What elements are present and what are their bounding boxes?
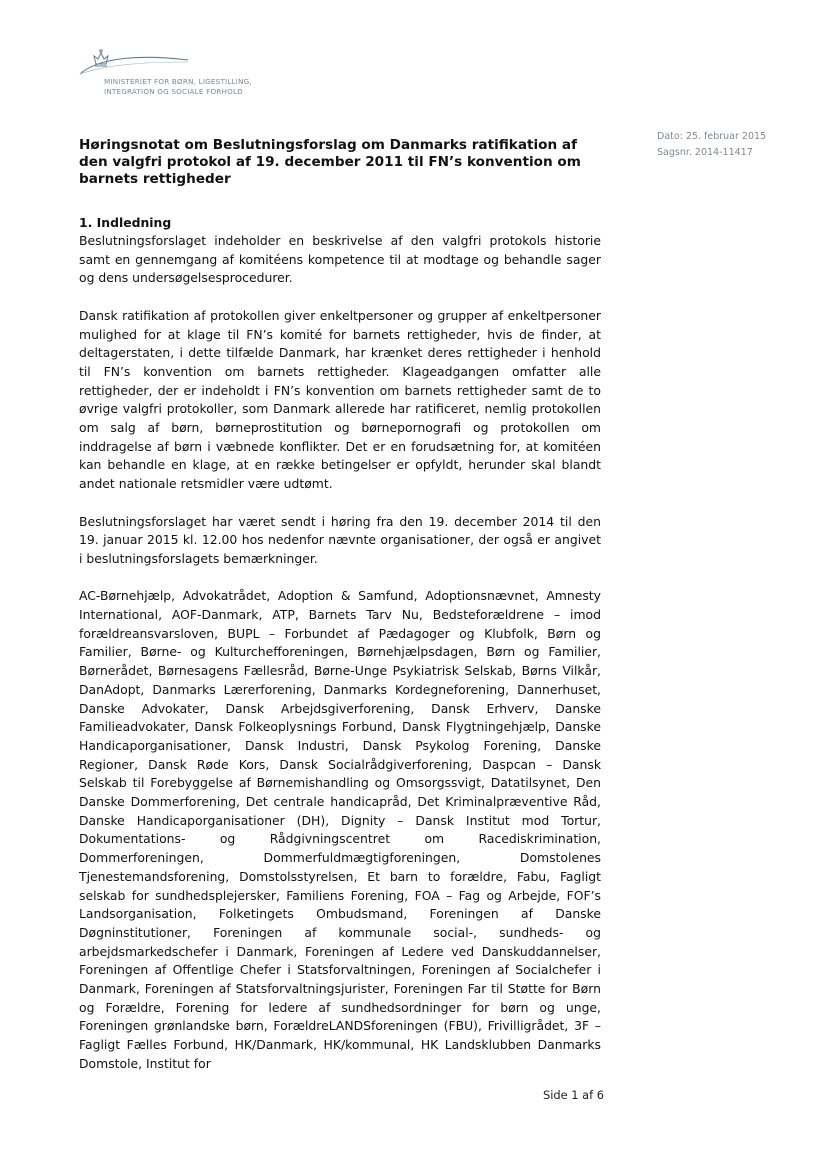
ministry-name: [104, 77, 252, 97]
paragraph: Beslutningsforslaget indeholder en beskrivelse af den valgfri protokols historie samt en gennemgang af komitéens kompetence til at modtage og behandle sager og dens undersøgelsesprocedurer.: [79, 233, 601, 286]
section-heading: 1. Indledning: [79, 215, 172, 230]
paragraph: Dansk ratifikation af protokollen giver enkeltpersoner og grupper af enkeltpersoner mulighed for at klage til FN’s komité for barnets rettigheder, hvis de finder, at deltagerstaten, i dette tilfælde Danmark, har krænket deres rettigheder i henhold til FN’s konvention om barnets rettigheder. Klageadgangen omfatter alle rettigheder, der er indeholdt i FN’s konvention om barnets rettigheder samt de to øvrige valgfri protokoller, som Danmark allerede har ratificeret, nemlig protokollen om salg af børn, børneprostitution og børnepornografi og protokollen om inddragelse af børn i væbnede konflikter. Det er en forudsætning for, at komitéen kan behandle en klage, at en række betingelser er opfyldt, herunder skal blandt andet nationale retsmidler være udtømt.: [79, 307, 601, 492]
paragraph-organisation-list: AC-Børnehjælp, Advokatrådet, Adoption & Samfund, Adoptionsnævnet, Amnesty International, AOF-Danmark, ATP, Barnets Tarv Nu, Bedsteforældrene – imod forældreansvarsloven, BUPL – Forbundet af Pædagoger og Klubfolk, Børn og Familier, Børne- og Kulturchefforeningen, Børnehjælpsdagen, Børn og Familier, Børnerådet, Børnesagens Fællesråd, Børne-Unge Psykiatrisk Selskab, Børns Vilkår, DanAdopt, Danmarks Lærerforening, Danmarks Kordegneforening, Dannerhuset, Danske Advokater, Dansk Arbejdsgiverforening, Dansk Erhverv, Danske Familieadvokater, Dansk Folkeoplysnings Forbund, Dansk Flygtningehjælp, Danske Handicaporganisationer, Dansk Industri, Dansk Psykolog Forening, Danske Regioner, Dansk Røde Kors, Dansk Socialrådgiverforening, Daspcan – Dansk Selskab til Forebyggelse af Børnemishandling og Omsorgssvigt, Datatilsynet, Den Danske Dommerforening, Det centrale handicapråd, Det Kriminalpræventive Råd, Danske Handicaporganisationer (DH), Dignity – Dansk Institut mod Tortur, Dokumentations- og Rådgivningscentret om Racediskrimination, Dommerforeningen, Dommerfuldmægtigforeningen, Domstolenes Tjenestemandsforening, Domstolsstyrelsen, Et barn to forældre, Fabu, Fagligt selskab for sundhedsplejersker, Familiens Forening, FOA – Fag og Arbejde, FOF’s Landsorganisation, Folketingets Ombudsmand, Foreningen af Danske Døgninstitutioner, Foreningen af kommunale social-, sundheds- og arbejdsmarkedschefer i Danmark, Foreningen af Ledere ved Danskuddannelser, Foreningen af Offentlige Chefer i Statsforvaltningen, Foreningen af Socialchefer i Danmark, Foreningen af Statsforvaltningsjurister, Foreningen Far til Støtte for Børn og Forældre, Forening for ledere af sundhedsordninger for børn og unge, Foreningen grønlandske børn, ForældreLANDSforeningen (FBU), Frivilligrådet, 3F – Fagligt Fælles Forbund, HK/Danmark, HK/kommunal, HK Landsklubben Danmarks Domstole, Institut for: [79, 588, 601, 1071]
document-meta: [657, 129, 766, 161]
case-number: Sagsnr. 2014-11417: [657, 147, 753, 158]
document-body: [79, 137, 601, 1074]
document-date: Dato: 25. februar 2015: [657, 131, 767, 142]
ministry-name-line2: INTEGRATION OG SOCIALE FORHOLD: [104, 87, 243, 96]
page-number: Side 1 af 6: [543, 1088, 604, 1102]
paragraph: Beslutningsforslaget har været sendt i høring fra den 19. december 2014 til den 19. januar 2015 kl. 12.00 hos nedenfor nævnte organisationer, der også er angivet i beslutningsforslagets bemærkninger.: [79, 513, 601, 566]
document-title: Høringsnotat om Beslutningsforslag om Danmarks ratifikation af den valgfri protokol af 19. december 2011 til FN’s konvention om barnets rettigheder: [79, 137, 581, 187]
ministry-name-line1: MINISTERIET FOR BØRN, LIGESTILLING,: [104, 77, 252, 86]
